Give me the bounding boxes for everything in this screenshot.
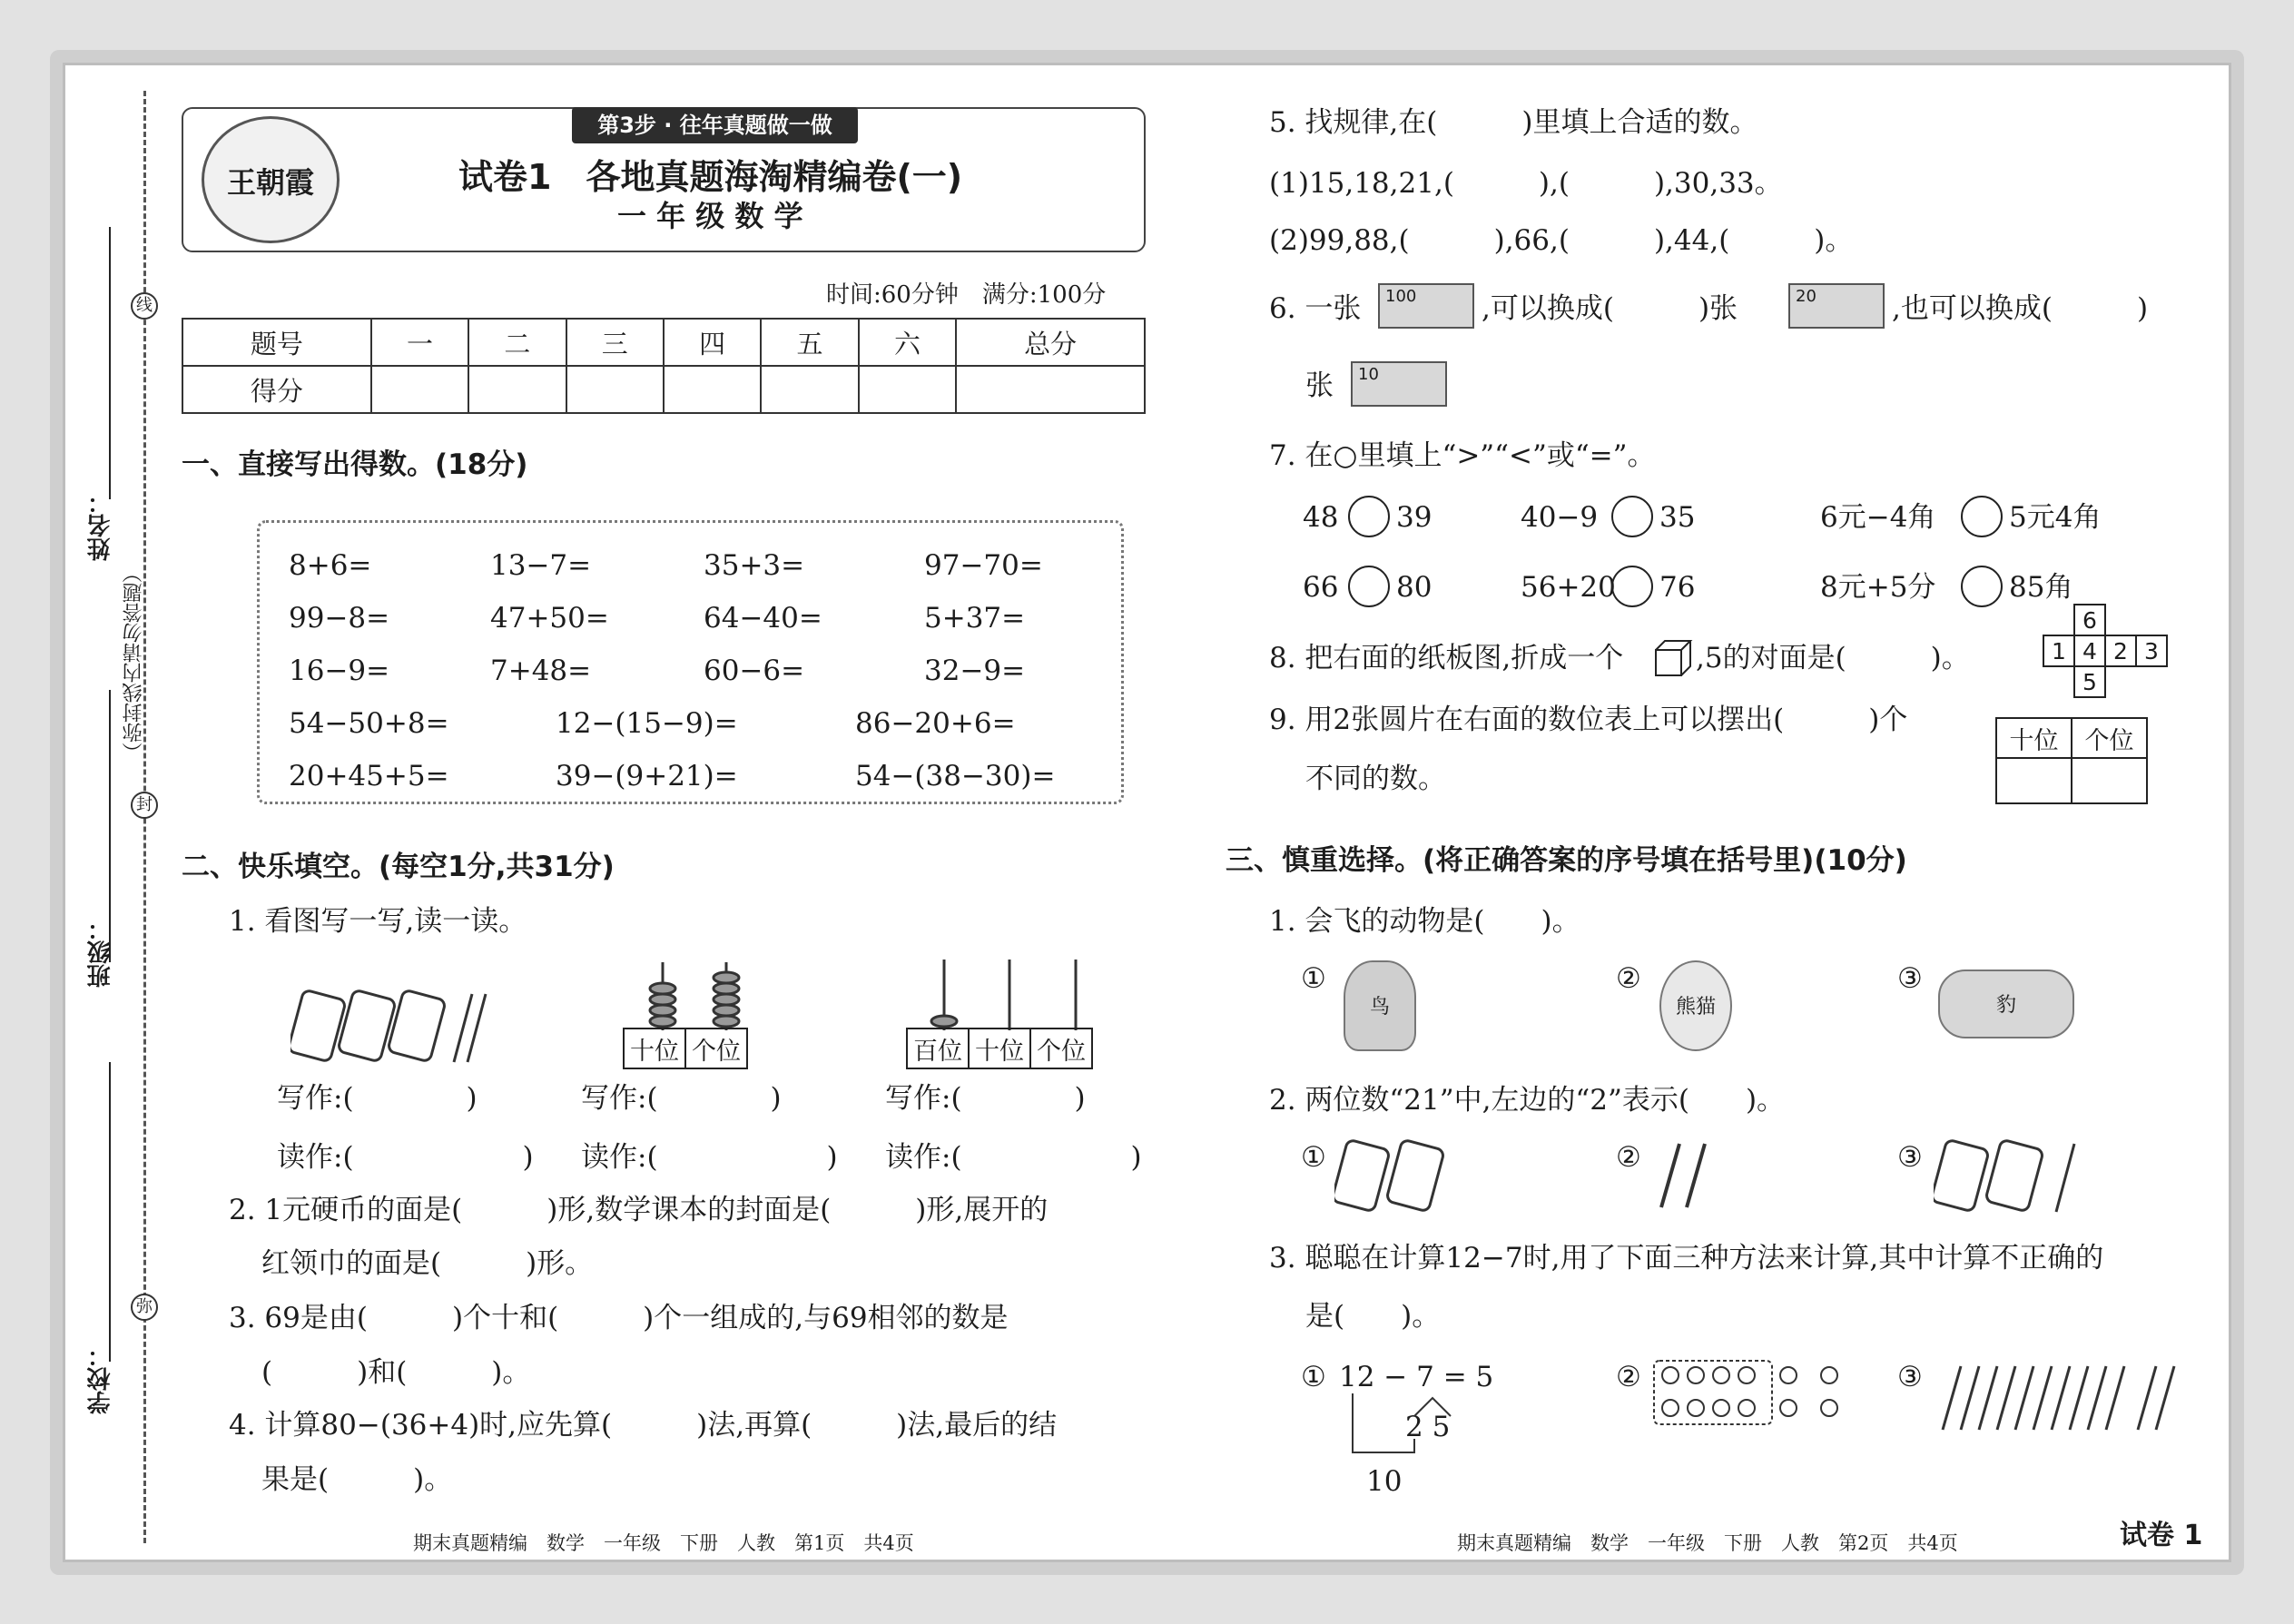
calc-item[interactable]: 47+50= — [490, 602, 609, 635]
score-head: 二 — [468, 319, 566, 366]
banknote-100-icon: 100 — [1378, 283, 1474, 329]
calc-item[interactable]: 99−8= — [289, 602, 390, 635]
paper-frame — [50, 50, 2244, 1575]
net-face: 5 — [2074, 666, 2105, 697]
place-value-table-1 — [623, 1028, 748, 1069]
class-label: 班级： — [87, 917, 114, 988]
score-head: 五 — [761, 319, 858, 366]
q-2-2-line1: 2. 1元硬币的面是( )形,数学课本的封面是( )形,展开的 — [229, 1194, 1049, 1226]
score-head: 四 — [664, 319, 761, 366]
name-underline — [109, 227, 111, 499]
bundles-and-stick-icon — [1934, 1135, 2097, 1216]
score-cell[interactable] — [371, 366, 468, 413]
compare-right: 39 — [1396, 501, 1433, 534]
opt-3[interactable]: ③ — [1897, 1141, 1923, 1174]
section-2-title: 二、快乐填空。(每空1分,共31分) — [182, 851, 615, 883]
compare-circle[interactable] — [1611, 566, 1653, 607]
calc-item[interactable]: 60−6= — [704, 655, 805, 687]
compare-right: 5元4角 — [2009, 501, 2102, 534]
calc-item[interactable]: 54−(38−30)= — [855, 760, 1056, 792]
cube-icon — [1654, 639, 1694, 679]
q-3-3-line2: 是( )。 — [1305, 1300, 1441, 1333]
q-2-7: 7. 在○里填上“>”“<”或“=”。 — [1269, 439, 1656, 472]
pv-label: 十位 — [969, 1029, 1030, 1068]
pv-label: 十位 — [624, 1029, 685, 1068]
section-3-title: 三、慎重选择。(将正确答案的序号填在括号里)(10分) — [1226, 844, 1907, 877]
brand-logo: 王朝霞 — [202, 116, 340, 243]
stick-bundles-figure — [290, 980, 499, 1071]
calc-item[interactable]: 97−70= — [924, 549, 1043, 582]
bundle-icon — [338, 989, 396, 1062]
q-2-6-c: ,也可以换成( ) — [1892, 292, 2149, 325]
pv2-label: 个位 — [2072, 718, 2147, 758]
banknote-10-icon: 10 — [1351, 361, 1447, 407]
q-3-3-line1: 3. 聪聪在计算12−7时,用了下面三种方法来计算,其中计算不正确的 — [1269, 1242, 2104, 1275]
method-1-split: 2 5 — [1405, 1411, 1451, 1443]
calc-item[interactable]: 5+37= — [924, 602, 1026, 635]
footer-left: 期末真题精编 数学 一年级 下册 人教 第1页 共4页 — [413, 1532, 914, 1554]
panda-icon: 熊猫 — [1659, 960, 1732, 1051]
method-1-lines — [1344, 1389, 1462, 1462]
pv-label: 个位 — [685, 1029, 747, 1068]
score-cell[interactable] — [566, 366, 664, 413]
score-head: 题号 — [182, 319, 371, 366]
pv2-cell — [1996, 758, 2072, 803]
calc-item[interactable]: 20+45+5= — [289, 760, 449, 792]
write-blank-1[interactable]: 写作:( ) — [277, 1082, 478, 1115]
write-blank-3[interactable]: 写作:( ) — [885, 1082, 1086, 1115]
pv-label: 个位 — [1030, 1029, 1092, 1068]
score-table — [182, 318, 1146, 414]
paper-number-tag: 试卷 1 — [2120, 1520, 2203, 1551]
q-2-5-2: (2)99,88,( ),66,( ),44,( )。 — [1269, 224, 1854, 257]
calc-item[interactable]: 8+6= — [289, 549, 372, 582]
place-value-table-2 — [906, 1028, 1093, 1069]
pv2-label: 十位 — [1996, 718, 2072, 758]
read-blank-2[interactable]: 读作:( ) — [581, 1141, 838, 1174]
compare-circle[interactable] — [1961, 566, 2003, 607]
bundle-icon — [290, 989, 346, 1062]
score-row-label: 得分 — [182, 366, 371, 413]
method-1-equation: 12 − 7 = 5 — [1339, 1361, 1494, 1393]
compare-left: 40−9 — [1521, 501, 1599, 534]
calc-item[interactable]: 13−7= — [490, 549, 592, 582]
q-2-8-b: ,5的对面是( )。 — [1696, 642, 1970, 674]
calc-item[interactable]: 86−20+6= — [855, 707, 1016, 740]
pv-label: 百位 — [907, 1029, 969, 1068]
calc-item[interactable]: 32−9= — [924, 655, 1026, 687]
q-2-1: 1. 看图写一写,读一读。 — [229, 905, 527, 938]
step-badge: 第3步 · 往年真题做一做 — [572, 107, 858, 143]
score-cell[interactable] — [859, 366, 956, 413]
binding-tag-xian: 线 — [131, 292, 158, 320]
method-1-ten: 10 — [1366, 1465, 1403, 1498]
score-cell[interactable] — [468, 366, 566, 413]
compare-circle[interactable] — [1961, 496, 2003, 537]
q-2-4-line1: 4. 计算80−(36+4)时,应先算( )法,再算( )法,最后的结 — [229, 1409, 1058, 1442]
opt-3[interactable]: ③ — [1897, 962, 1923, 995]
section-1-title: 一、直接写出得数。(18分) — [182, 448, 528, 481]
opt-1[interactable]: ① — [1301, 1141, 1326, 1174]
compare-right: 85角 — [2009, 571, 2073, 604]
compare-left: 56+20 — [1521, 571, 1616, 604]
score-head: 六 — [859, 319, 956, 366]
net-face: 2 — [2105, 635, 2136, 666]
q-2-9-b: 不同的数。 — [1305, 763, 1446, 795]
compare-left: 8元+5分 — [1820, 571, 1936, 604]
opt-1[interactable]: ① — [1301, 962, 1326, 995]
compare-right: 80 — [1396, 571, 1433, 604]
bird-icon: 鸟 — [1344, 960, 1416, 1051]
net-face: 4 — [2074, 635, 2105, 666]
calc-item[interactable]: 12−(15−9)= — [556, 707, 738, 740]
score-cell[interactable] — [956, 366, 1145, 413]
q-2-8-a: 8. 把右面的纸板图,折成一个 — [1269, 642, 1624, 674]
compare-left: 6元−4角 — [1820, 501, 1936, 534]
score-head: 总分 — [956, 319, 1145, 366]
calc-item[interactable]: 39−(9+21)= — [556, 760, 738, 792]
write-blank-2[interactable]: 写作:( ) — [581, 1082, 782, 1115]
school-label: 学校： — [87, 1343, 114, 1414]
q-2-6-d: 张 — [1305, 369, 1334, 402]
compare-circle[interactable] — [1348, 566, 1390, 607]
no-answer-note: （弥封线内请勿答题） — [123, 563, 145, 763]
binding-tag-mi: 弥 — [131, 1294, 158, 1321]
opt-2[interactable]: ② — [1616, 962, 1641, 995]
abacus-figure — [626, 958, 781, 1030]
net-face: 6 — [2074, 605, 2105, 635]
calc-item[interactable]: 54−50+8= — [289, 707, 449, 740]
score-head: 一 — [371, 319, 468, 366]
calc-item[interactable]: 16−9= — [289, 655, 390, 687]
paper-title: 试卷1 各地真题海淘精编卷(一) — [458, 157, 963, 197]
abacus-figure-2 — [908, 958, 1126, 1030]
q-2-5-1: (1)15,18,21,( ),( ),30,33。 — [1269, 167, 1783, 200]
compare-right: 76 — [1659, 571, 1696, 604]
score-cell[interactable] — [664, 366, 761, 413]
calc-item[interactable]: 7+48= — [490, 655, 592, 687]
two-sticks-icon — [1652, 1139, 1725, 1212]
compare-left: 48 — [1303, 501, 1339, 534]
compare-circle[interactable] — [1611, 496, 1653, 537]
read-blank-3[interactable]: 读作:( ) — [885, 1141, 1142, 1174]
q-2-3-line1: 3. 69是由( )个十和( )个一组成的,与69相邻的数是 — [229, 1302, 1009, 1334]
opt-3[interactable]: ③ — [1897, 1361, 1923, 1393]
score-head: 三 — [566, 319, 664, 366]
net-face: 3 — [2136, 635, 2167, 666]
q-3-1: 1. 会飞的动物是( )。 — [1269, 905, 1580, 938]
q-2-6-b: ,可以换成( )张 — [1482, 292, 1738, 325]
calc-item[interactable]: 35+3= — [704, 549, 805, 582]
bundle-icon — [388, 989, 446, 1062]
q-2-3-line2: ( )和( )。 — [261, 1356, 531, 1389]
q-2-4-line2: 果是( )。 — [261, 1463, 453, 1496]
footer-right: 期末真题精编 数学 一年级 下册 人教 第2页 共4页 — [1457, 1532, 1958, 1554]
banknote-20-icon: 20 — [1788, 283, 1885, 329]
circles-dots-icon — [1652, 1359, 1870, 1432]
compare-right: 35 — [1659, 501, 1696, 534]
q-2-9-a: 9. 用2张圆片在右面的数位表上可以摆出( )个 — [1269, 704, 1908, 736]
time-score: 时间:60分钟 满分:100分 — [826, 281, 1107, 309]
compare-circle[interactable] — [1348, 496, 1390, 537]
opt-2[interactable]: ② — [1616, 1361, 1641, 1393]
net-face: 1 — [2043, 635, 2074, 666]
opt-2[interactable]: ② — [1616, 1141, 1641, 1174]
name-label: 姓名： — [87, 490, 114, 561]
pv2-cell — [2072, 758, 2147, 803]
q-2-5: 5. 找规律,在( )里填上合适的数。 — [1269, 106, 1758, 139]
sticks-row-icon — [1938, 1362, 2183, 1434]
q-3-2: 2. 两位数“21”中,左边的“2”表示( )。 — [1269, 1084, 1786, 1117]
binding-tag-feng: 封 — [131, 792, 158, 819]
q-2-2-line2: 红领巾的面是( )形。 — [261, 1247, 594, 1280]
cube-net — [2043, 604, 2168, 698]
read-blank-1[interactable]: 读作:( ) — [277, 1141, 534, 1174]
two-bundles-icon — [1334, 1135, 1462, 1216]
opt-1[interactable]: ① — [1301, 1361, 1326, 1393]
paper-subtitle: 一 年 级 数 学 — [617, 199, 803, 233]
score-cell[interactable] — [761, 366, 858, 413]
school-underline — [109, 1062, 111, 1362]
compare-left: 66 — [1303, 571, 1339, 604]
place-value-chart — [1995, 717, 2148, 804]
q-2-6-a: 6. 一张 — [1269, 292, 1362, 325]
calc-item[interactable]: 64−40= — [704, 602, 822, 635]
leopard-icon: 豹 — [1938, 969, 2074, 1038]
